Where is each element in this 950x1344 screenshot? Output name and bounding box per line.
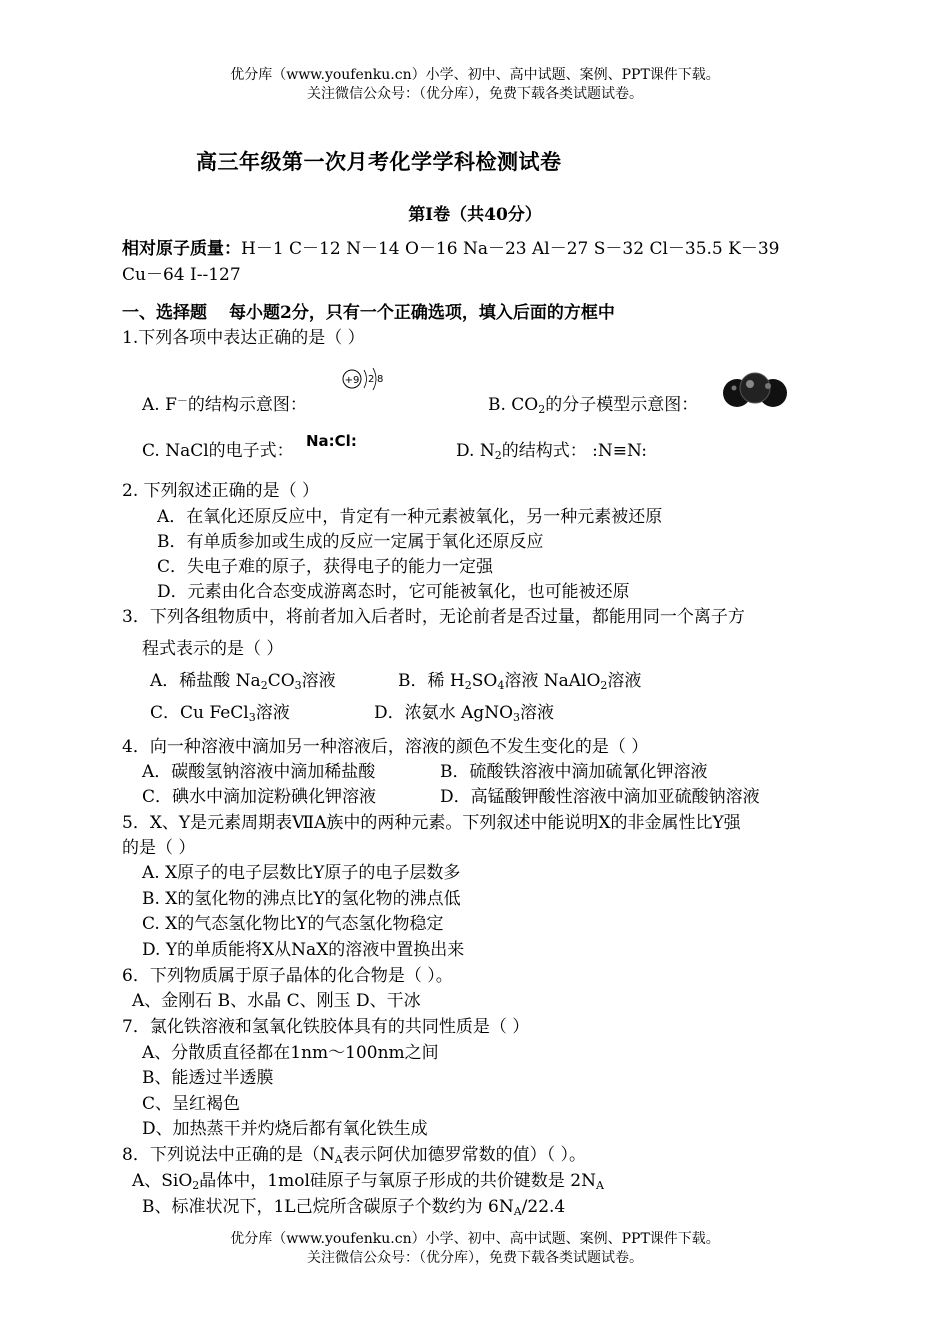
- q4-option-b: B．硫酸铁溶液中滴加硫氰化钾溶液: [440, 762, 708, 782]
- q1-a-sup: －: [176, 394, 188, 407]
- q8-b-1: B、标准状况下，1L己烷所含碳原子个数约为 6N: [142, 1197, 514, 1217]
- q8-b-2: A: [513, 1205, 522, 1218]
- q3-option-a: [150, 670, 336, 692]
- q8-stem-1: 8．下列说法中正确的是（N: [122, 1145, 335, 1165]
- q1-b-pre: B. CO: [488, 395, 539, 415]
- q8-a-3: 晶体中，1mol硅原子与氧原子形成的共价键数是 2N: [199, 1171, 596, 1191]
- fluoride-structure-diagram: [338, 366, 390, 396]
- co2-molecule-model-image: [720, 370, 790, 412]
- q8-stem-3: 表示阿伏加德罗常数的值）（ ）。: [342, 1145, 587, 1165]
- q3-b-1: B．稀 H: [398, 671, 465, 691]
- q1-c-text: C. NaCl的电子式：: [142, 441, 294, 461]
- header-line-2: 关注微信公众号：（优分库），免费下载各类试题试卷。: [307, 86, 643, 102]
- q2-option-a: A．在氧化还原反应中，肯定有一种元素被氧化，另一种元素被还原: [157, 507, 663, 527]
- q3-a-2: 2: [260, 679, 268, 692]
- q3-option-c: [150, 702, 290, 724]
- q1-option-a: [142, 394, 307, 416]
- q4-option-c: C．碘水中滴加淀粉碘化钾溶液: [142, 787, 377, 807]
- q7-stem: 7．氯化铁溶液和氢氧化铁胶体具有的共同性质是（ ）: [122, 1017, 530, 1037]
- footer-line-2: 关注微信公众号：（优分库），免费下载各类试题试卷。: [307, 1250, 643, 1266]
- q4-option-d: D．高锰酸钾酸性溶液中滴加亚硫酸钠溶液: [440, 787, 760, 807]
- header-line-1: 优分库（www.youfenku.cn）小学、初中、高中试题、案例、PPT课件下载。: [230, 67, 720, 83]
- atomic-mass-label: 相对原子质量：: [122, 239, 241, 259]
- q3-c-2: 3: [248, 711, 256, 724]
- q2-option-b: B．有单质参加或生成的反应一定属于氧化还原反应: [157, 532, 544, 552]
- svg-text:2: 2: [368, 374, 375, 385]
- q3-b-2: 2: [464, 679, 472, 692]
- q1-a-post: 的结构示意图：: [187, 395, 307, 415]
- q5-stem-2: 的是（ ）: [122, 838, 196, 858]
- q3-b-3: SO: [471, 671, 498, 691]
- q1-b-post: 的分子模型示意图：: [545, 395, 699, 415]
- q5-option-c: C. X的气态氢化物比Y的气态氢化物稳定: [142, 914, 444, 934]
- q3-option-b: [398, 670, 641, 692]
- svg-text:8: 8: [377, 374, 384, 385]
- q6-options: A、金刚石 B、水晶 C、刚玉 D、干冰: [132, 991, 421, 1011]
- q3-b-5: 溶液 NaAlO: [504, 671, 601, 691]
- q3-b-4: 4: [497, 679, 505, 692]
- q8-option-a: [132, 1170, 604, 1192]
- q3-a-1: A．稀盐酸 Na: [150, 671, 261, 691]
- q1-stem: 1.下列各项中表达正确的是（ ）: [122, 328, 365, 348]
- nacl-electron-formula: Na:Cl:: [306, 432, 357, 450]
- q3-a-5: 溶液: [301, 671, 336, 691]
- q7-option-d: D、加热蒸干并灼烧后都有氧化铁生成: [142, 1119, 428, 1139]
- q1-option-d: [456, 440, 647, 462]
- q8-stem: [122, 1144, 586, 1166]
- q8-a-4: A: [596, 1179, 604, 1192]
- section-heading: [122, 302, 615, 324]
- q2-option-d: D．元素由化合态变成游离态时，它可能被氧化，也可能被还原: [157, 582, 630, 602]
- q1-a-pre: A. F: [142, 395, 177, 415]
- page-title: 高三年级第一次月考化学学科检测试卷: [196, 149, 562, 174]
- q5-option-a: A. X原子的电子层数比Y原子的电子层数多: [142, 863, 461, 883]
- q1-d-post: 的结构式： :N≡N:: [501, 441, 647, 461]
- q2-stem: 2. 下列叙述正确的是（ ）: [122, 481, 320, 501]
- q5-option-d: D. Y的单质能将X从NaX的溶液中置换出来: [142, 940, 465, 960]
- q8-b-3: /22.4: [521, 1197, 566, 1217]
- q3-c-1: C．Cu FeCl: [150, 703, 249, 723]
- q3-d-1: D．浓氨水 AgNO: [374, 703, 514, 723]
- q3-stem-2: 程式表示的是（ ）: [142, 639, 284, 659]
- q3-b-7: 溶液: [607, 671, 642, 691]
- q8-a-2: 2: [192, 1179, 200, 1192]
- q3-option-d: [374, 702, 554, 724]
- q4-stem: 4．向一种溶液中滴加另一种溶液后，溶液的颜色不发生变化的是（ ）: [122, 737, 649, 757]
- q3-d-3: 溶液: [520, 703, 555, 723]
- q1-d-sub: 2: [494, 449, 502, 462]
- q1-option-b: [488, 394, 698, 416]
- q5-option-b: B. X的氢化物的沸点比Y的氢化物的沸点低: [142, 889, 461, 909]
- footer-line-1: 优分库（www.youfenku.cn）小学、初中、高中试题、案例、PPT课件下载。: [230, 1231, 720, 1247]
- q3-a-4: 3: [294, 679, 302, 692]
- q3-c-3: 溶液: [255, 703, 290, 723]
- volume-subtitle: 第Ⅰ卷（共40分）: [408, 205, 542, 225]
- q8-option-b: [142, 1196, 565, 1218]
- q1-d-pre: D. N: [456, 441, 495, 461]
- q8-a-1: A、SiO: [132, 1171, 193, 1191]
- q3-stem-1: 3．下列各组物质中，将前者加入后者时，无论前者是否过量，都能用同一个离子方: [122, 607, 745, 627]
- atomic-mass-line-2: Cu－64 I--127: [122, 265, 241, 285]
- q6-stem: 6．下列物质属于原子晶体的化合物是（ ）。: [122, 966, 453, 986]
- q3-a-3: CO: [267, 671, 295, 691]
- q3-d-2: 3: [513, 711, 521, 724]
- section-label: 一、选择题: [122, 303, 207, 323]
- section-desc: 每小题2分，只有一个正确选项，填入后面的方框中: [229, 303, 615, 323]
- q4-option-a: A．碳酸氢钠溶液中滴加稀盐酸: [142, 762, 376, 782]
- q2-option-c: C．失电子难的原子，获得电子的能力一定强: [157, 557, 494, 577]
- q1-b-sub: 2: [538, 403, 546, 416]
- q7-option-c: C、呈红褐色: [142, 1094, 241, 1114]
- q3-b-6: 2: [600, 679, 608, 692]
- q5-stem-1: 5．X、Y是元素周期表ⅦA族中的两种元素。下列叙述中能说明X的非金属性比Y强: [122, 813, 741, 833]
- q8-stem-2: A: [334, 1153, 343, 1166]
- atomic-mass-values: H－1 C－12 N－14 O－16 Na－23 Al－27 S－32 Cl－35.5 K－39: [241, 239, 780, 259]
- atomic-mass-line-1: [122, 238, 779, 260]
- q1-option-c: [142, 440, 294, 462]
- q7-option-b: B、能透过半透膜: [142, 1068, 274, 1088]
- svg-text:+9: +9: [344, 375, 360, 386]
- q7-option-a: A、分散质直径都在1nm～100nm之间: [142, 1043, 439, 1063]
